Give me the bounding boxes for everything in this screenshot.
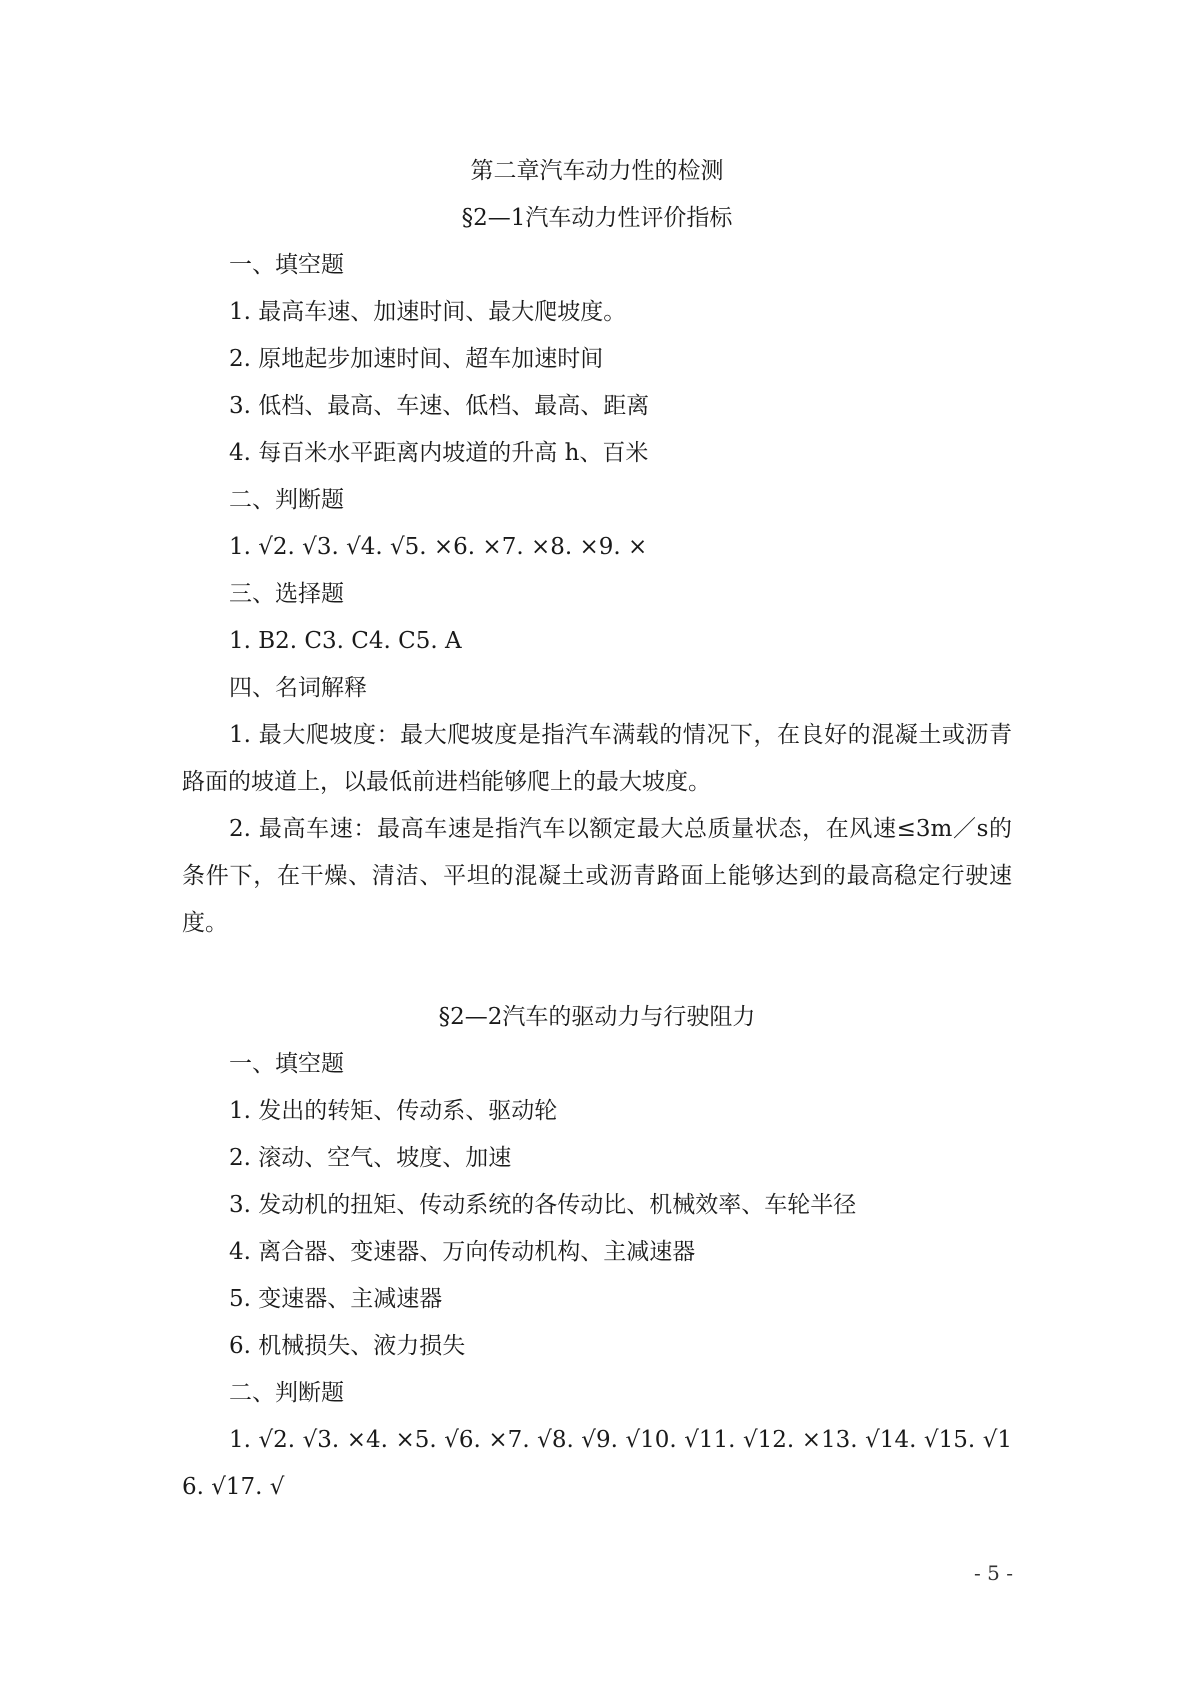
section-1-term-definition: 1. 最大爬坡度：最大爬坡度是指汽车满载的情况下，在良好的混凝土或沥青路面的坡道上，以最低前进档能够爬上的最大坡度。 [182,722,1012,795]
section-2-fill-item: 3. 发动机的扭矩、传动系统的各传动比、机械效率、车轮半径 [229,1192,857,1218]
section-2-fill-item: 6. 机械损失、液力损失 [229,1333,466,1359]
page-content [182,148,1012,1511]
section-2-judge-heading: 二、判断题 [229,1380,344,1406]
section-2-fill-item: 2. 滚动、空气、坡度、加速 [229,1145,512,1171]
section-2-fill-item: 4. 离合器、变速器、万向传动机构、主减速器 [229,1239,696,1265]
section-1-fill-item: 1. 最高车速、加速时间、最大爬坡度。 [229,299,627,325]
section-2-fill-heading: 一、填空题 [229,1051,344,1077]
section-1-term-heading: 四、名词解释 [229,675,367,701]
section-1-term-definition: 2. 最高车速：最高车速是指汽车以额定最大总质量状态，在风速≤3m／s的条件下，在干燥、清洁、平坦的混凝土或沥青路面上能够达到的最高稳定行驶速度。 [182,816,1012,936]
section-1-judge-answers: 1. √2. √3. √4. √5. ×6. ×7. ×8. ×9. × [229,534,648,560]
section-1-choice-answers: 1. B2. C3. C4. C5. A [229,628,462,654]
section-2-judge-answers: 1. √2. √3. ×4. ×5. √6. ×7. √8. √9. √10. √11. √12. ×13. √14. √15. √16. √17. √ [182,1427,1012,1500]
section-1-judge-heading: 二、判断题 [229,487,344,513]
section-2-fill-item: 5. 变速器、主减速器 [229,1286,443,1312]
section-1-fill-item: 3. 低档、最高、车速、低档、最高、距离 [229,393,650,419]
section-1-fill-heading: 一、填空题 [229,252,344,278]
section-2-fill-item: 1. 发出的转矩、传动系、驱动轮 [229,1098,558,1124]
section-1-fill-item: 2. 原地起步加速时间、超车加速时间 [229,346,604,372]
section-1-fill-item: 4. 每百米水平距离内坡道的升高 h、百米 [229,440,649,466]
section-1-title: §2—1汽车动力性评价指标 [461,205,733,231]
page-number: - 5 - [974,1561,1013,1585]
section-1-choice-heading: 三、选择题 [229,581,344,607]
chapter-title: 第二章汽车动力性的检测 [470,158,724,184]
section-spacer [182,947,1012,994]
section-2-title: §2—2汽车的驱动力与行驶阻力 [438,1004,756,1030]
